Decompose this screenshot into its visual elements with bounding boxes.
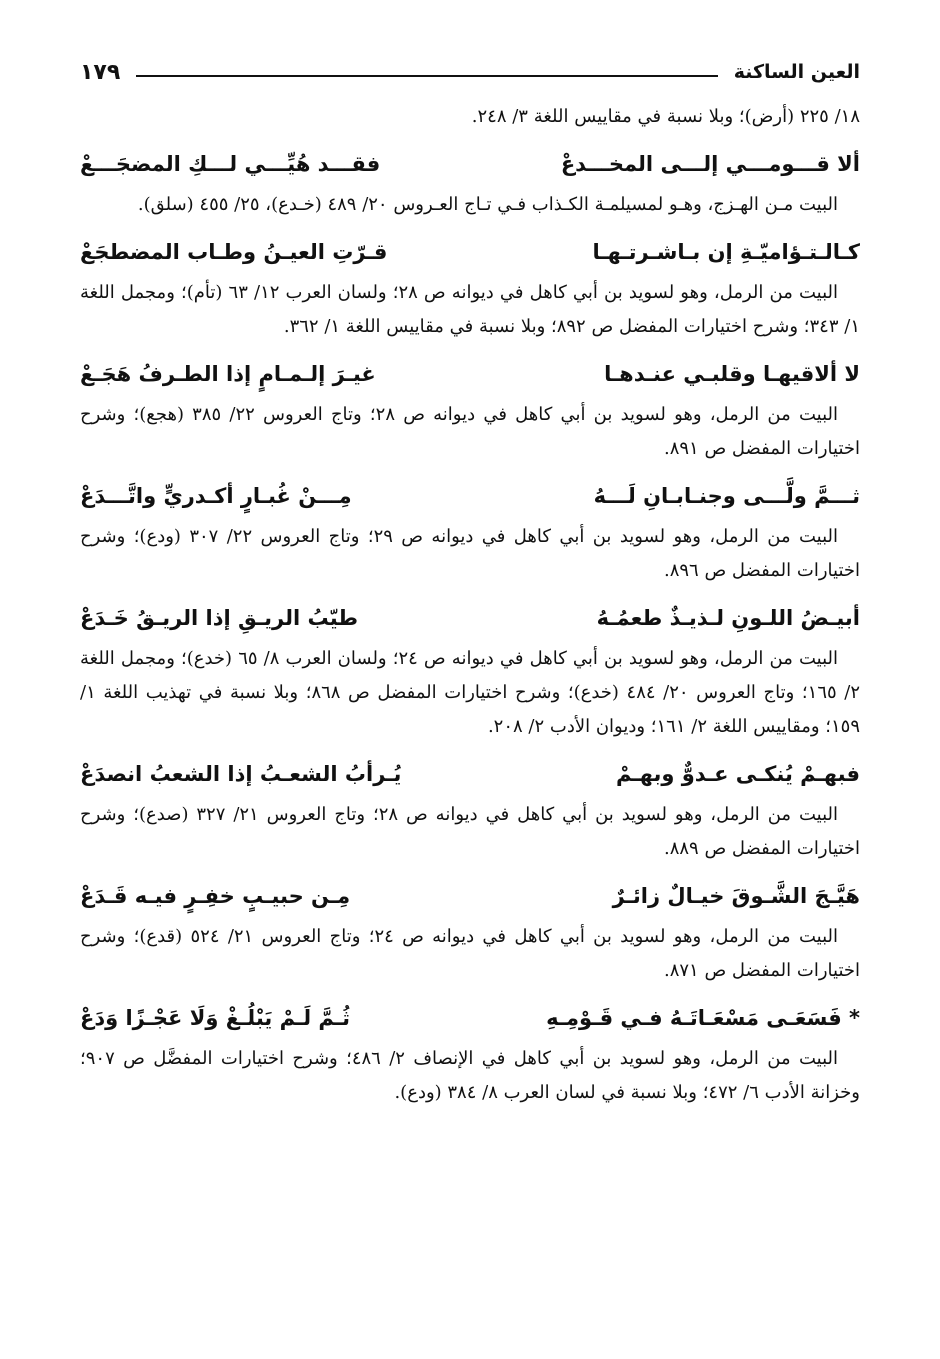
verse-second-hemistich: طيّبُ الريـقِ إذا الريـقُ خَـدَعْ (80, 606, 359, 630)
intro-text: ١٨/ ٢٢٥ (أرض)؛ وبلا نسبة في مقاييس اللغة ٣/ ٢٤٨. (471, 106, 860, 127)
verse-first-hemistich: كـالـتـؤاميّـةِ إن بـاشـرتـهـا (592, 240, 860, 264)
verse-first-hemistich: لا ألاقيهـا وقلبـي عنـدهـا (604, 362, 860, 386)
verse-line (80, 142, 860, 186)
verse-first-hemistich: أبيـضُ اللـونِ لـذيـذٌ طعمُـهُ (596, 606, 860, 630)
verse-source-note: البيت من الرمل، وهو لسويد بن أبي كاهل في ديوانه ص ٢٩؛ وتاج العروس ٢٢/ ٣٠٧ (ودع)؛ وشرح اختيارات المفضل ص ٨٩٦. (80, 526, 860, 581)
verse-source-note: البيت من الرمل، وهو لسويد بن أبي كاهل في ديوانه ص ٢٨؛ وتاج العروس ٢١/ ٣٢٧ (صدع)؛ وشرح اختيارات المفضل ص ٨٨٩. (80, 804, 860, 859)
verse-line (80, 752, 860, 796)
verse-line (80, 352, 860, 396)
verse-first-hemistich: * فَسَعَـى مَسْعَـاتَـهُ فـي قَـوْمِـهِ (546, 1006, 860, 1030)
verse-second-hemistich: غيـرَ إلـمـامٍ إذا الطـرفُ هَجَـعْ (80, 362, 376, 386)
verse-second-hemistich: فقـــد هُيِّـــي لـــكِ المضجَـــعْ (80, 152, 381, 176)
page-body (80, 100, 860, 1110)
verse-first-hemistich: ألا قـــومـــي إلـــى المخـــدعْ (560, 152, 860, 176)
verse-line (80, 874, 860, 918)
chapter-title: العين الساكنة (733, 61, 860, 83)
verse-first-hemistich: هَيَّـجَ الشَّـوقَ خيـالٌ زائـرٌ (612, 884, 860, 908)
verse-entries (80, 142, 860, 1110)
verse-line (80, 596, 860, 640)
verse-second-hemistich: مِـن حبيـبٍ خفِـرٍ فيـه قَـدَعْ (80, 884, 351, 908)
header-rule (136, 75, 717, 77)
verse-source-note: البيت من الرمل، وهو لسويد بن أبي كاهل في ديوانه ص ٢٤؛ ولسان العرب ٨/ ٦٥ (خدع)؛ ومجمل اللغة ٢/ ١٦٥؛ وتاج العروس ٢٠/ ٤٨٤ (خدع)؛ وشرح اختيارات المفضل ص ٨٦٨؛ وبلا نسبة في تهذيب اللغة ١/ ١٥٩؛ ومقاييس اللغة ٢/ ١٦١؛ وديوان الأدب ٢/ ٢٠٨. (80, 648, 861, 737)
verse-first-hemistich: فبهـمْ يُنكـى عـدوٌّ وبهـمْ (615, 762, 860, 786)
verse-source-note: البيت من الرمل، وهو لسويد بن أبي كاهل في ديوانه ص ٢٤؛ وتاج العروس ٢١/ ٥٢٤ (قدع)؛ وشرح اختيارات المفضل ص ٨٧١. (80, 926, 860, 981)
verse-second-hemistich: مِـــنْ غُبـارٍ أكـدريٍّ واتَّـــدَعْ (80, 484, 352, 508)
verse-first-hemistich: ثـــمَّ ولَّـــى وجنـابـانِ لَـــهُ (593, 484, 860, 508)
verse-source-note: البيت من الرمل، وهو لسويد بن أبي كاهل في الإنصاف ٢/ ٤٨٦؛ وشرح اختيارات المفضَّل ص ٩٠٧؛ وخزانة الأدب ٦/ ٤٧٢؛ وبلا نسبة في لسان العرب ٨/ ٣٨٤ (ودع). (80, 1048, 860, 1103)
verse-source-note: البيت من الرمل، وهو لسويد بن أبي كاهل في ديوانه ص ٢٨؛ وتاج العروس ٢٢/ ٣٨٥ (هجع)؛ وشرح اختيارات المفضل ص ٨٩١. (80, 404, 860, 459)
verse-line (80, 474, 860, 518)
verse-line (80, 996, 860, 1040)
verse-source-note: البيت مـن الهـزج، وهـو لمسيلمـة الكـذاب فـي تـاج العـروس ٢٠/ ٤٨٩ (خـدع)، ٢٥/ ٤٥٥ (سلق). (137, 194, 838, 215)
verse-second-hemistich: ثُـمَّ لَـمْ يَبْلُـغْ وَلَا عَجْـزًا وَدَعْ (80, 1006, 350, 1030)
verse-source-note: البيت من الرمل، وهو لسويد بن أبي كاهل في ديوانه ص ٢٨؛ ولسان العرب ١٢/ ٦٣ (تأم)؛ ومجمل اللغة ١/ ٣٤٣؛ وشرح اختيارات المفضل ص ٨٩٢؛ وبلا نسبة في مقاييس اللغة ١/ ٣٦٢. (80, 282, 860, 337)
verse-second-hemistich: يُـرأبُ الشعـبُ إذا الشعبُ انصدَعْ (80, 762, 402, 786)
page-header (80, 52, 860, 92)
verse-second-hemistich: قـرّتِ العيـنُ وطـاب المضطجَعْ (80, 240, 388, 264)
verse-line (80, 230, 860, 274)
page-number: ١٧٩ (80, 59, 121, 85)
